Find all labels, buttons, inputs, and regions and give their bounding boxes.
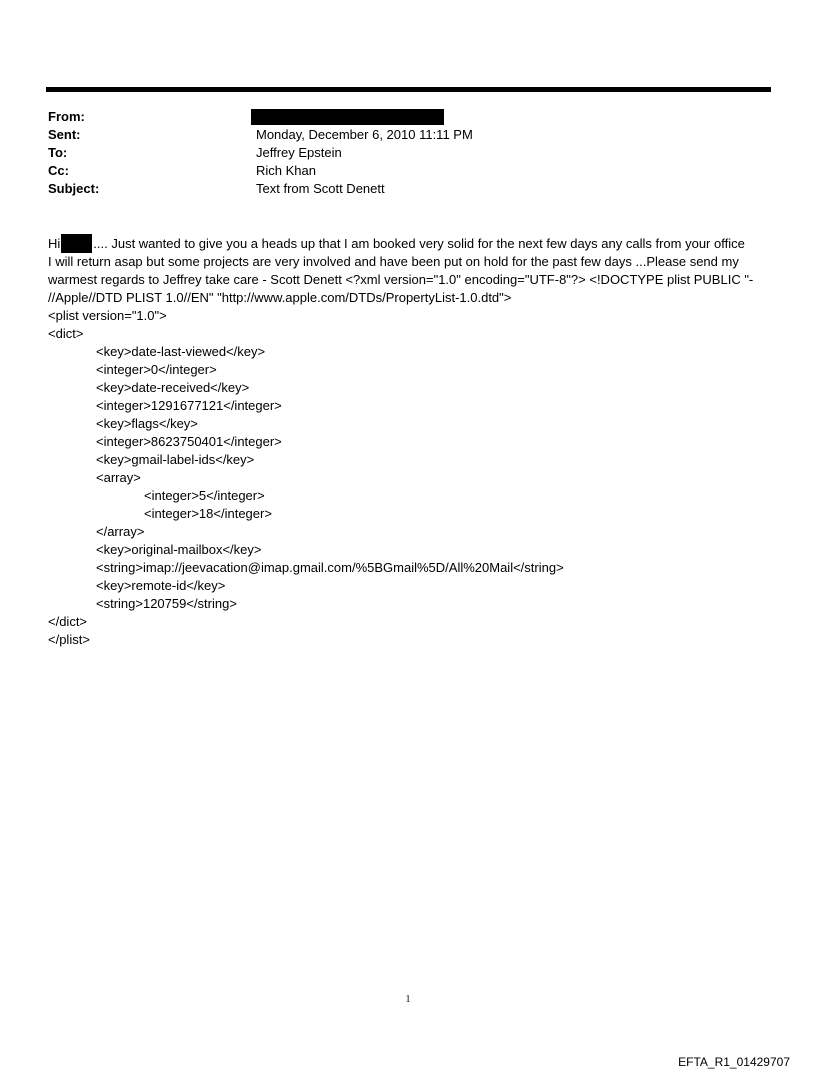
plist-line: <key>date-last-viewed</key> xyxy=(96,344,266,359)
plist-line: <key>date-received</key> xyxy=(96,380,250,395)
body-line-1 xyxy=(48,234,770,253)
plist-line: </dict> xyxy=(48,614,88,629)
plist-line: <string>imap://jeevacation@imap.gmail.com/%5BGmail%5D/All%20Mail</string> xyxy=(96,560,564,575)
body-line-1-text: .... Just wanted to give you a heads up that I am booked very solid for the next few days any calls from your office xyxy=(93,236,745,251)
cc-value: Rich Khan xyxy=(256,163,316,178)
greeting: Hi xyxy=(48,236,61,251)
plist-line: <string>120759</string> xyxy=(96,596,237,611)
plist-line: <integer>5</integer> xyxy=(144,488,265,503)
plist-line: <dict> xyxy=(48,326,84,341)
subject-value: Text from Scott Denett xyxy=(256,181,385,196)
plist-line: <key>remote-id</key> xyxy=(96,578,226,593)
document-id: EFTA_R1_01429707 xyxy=(678,1055,790,1069)
plist-line: <key>original-mailbox</key> xyxy=(96,542,262,557)
from-label: From: xyxy=(48,109,85,124)
plist-line: <integer>1291677121</integer> xyxy=(96,398,282,413)
name-redaction xyxy=(61,234,92,253)
from-row xyxy=(48,108,768,126)
cc-label: Cc: xyxy=(48,163,69,178)
body-line-2: I will return asap but some projects are very involved and have been put on hold for the past few days ...Please send my xyxy=(48,254,739,269)
plist-line: <integer>18</integer> xyxy=(144,506,272,521)
body-line-4: //Apple//DTD PLIST 1.0//EN" "http://www.apple.com/DTDs/PropertyList-1.0.dtd"> xyxy=(48,290,512,305)
sent-row xyxy=(48,126,768,144)
email-header xyxy=(48,108,768,198)
plist-line: <array> xyxy=(96,470,141,485)
plist-line: </array> xyxy=(96,524,145,539)
subject-label: Subject: xyxy=(48,181,100,196)
plist-line: <integer>8623750401</integer> xyxy=(96,434,282,449)
plist-line: </plist> xyxy=(48,632,90,647)
to-label: To: xyxy=(48,145,68,160)
to-value: Jeffrey Epstein xyxy=(256,145,342,160)
cc-row xyxy=(48,162,768,180)
plist-line: <key>flags</key> xyxy=(96,416,198,431)
plist-line: <plist version="1.0"> xyxy=(48,308,167,323)
body-line-3: warmest regards to Jeffrey take care - Scott Denett <?xml version="1.0" encoding="UTF-8"?> <!DOCTYPE plist PUBLIC "- xyxy=(48,272,754,287)
plist-line: <integer>0</integer> xyxy=(96,362,217,377)
sent-label: Sent: xyxy=(48,127,81,142)
email-body xyxy=(48,234,770,649)
to-row xyxy=(48,144,768,162)
page-number: 1 xyxy=(405,994,411,1005)
header-rule xyxy=(46,87,771,92)
plist-line: <key>gmail-label-ids</key> xyxy=(96,452,255,467)
sent-value: Monday, December 6, 2010 11:11 PM xyxy=(256,127,473,142)
from-redaction xyxy=(251,109,444,125)
subject-row xyxy=(48,180,768,198)
